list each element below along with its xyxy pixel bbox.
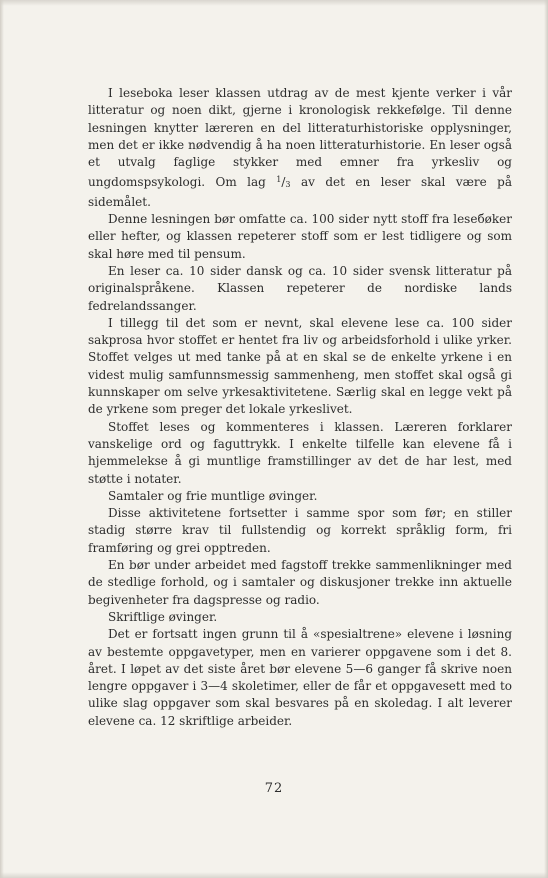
fraction: $^1/_3$: [276, 175, 291, 190]
paragraph-text: av det en leser skal være på sidemålet.: [88, 175, 512, 209]
paragraph: [88, 85, 512, 211]
page-number: 72: [264, 781, 284, 796]
paragraph: Disse aktivitetene fortsetter i samme spor som før; en stiller stadig større krav til fullstendig og korrekt språklig form, fri framføring og grei opptreden.: [88, 506, 512, 555]
paragraph: Stoffet leses og kommenteres i klassen. Læreren forklarer vanskelige ord og faguttrykk. I enkelte tilfelle kan elevene få i hjemmelekse å gi muntlige framstillinger av det de har lest, med støtte i notater.: [88, 419, 512, 486]
paragraph: I tillegg til det som er nevnt, skal elevene lese ca. 100 sider sakprosa hvor stoffet er hentet fra liv og arbeidsforhold i ulike yrker. Stoffet velges ut med tanke på at en skal se de enkelte yrkene i en videst mulig samfunnsmessig sammenheng, men stoffet skal også gi kunnskaper om selve yrkesaktivitetene. Særlig skal en legge vekt på de yrkene som preger det lokale yrkeslivet.: [88, 315, 512, 417]
fraction-numerator: 1: [276, 175, 282, 185]
paragraph: En bør under arbeidet med fagstoff trekke sammenlikninger med de stedlige forhold, og i samtaler og diskusjoner trekke inn aktuelle begivenheter fra dagspresse og radio.: [88, 558, 512, 607]
paragraph: Det er fortsatt ingen grunn til å «spesialtrene» elevene i løsning av bestemte oppgavetyper, men en varierer oppgavene som i det 8. året. I løpet av det siste året bør elevene 5—6 ganger få skrive noen lengre oppgaver i 3—4 skoletimer, eller de får et oppgavesett med to ulike slag oppgaver som skal besvares på en skoledag. I alt leverer elevene ca. 12 skriftlige arbeider.: [88, 627, 512, 728]
section-heading: Skriftlige øvinger.: [108, 609, 218, 624]
section-heading: Samtaler og frie muntlige øvinger.: [108, 488, 318, 503]
page-edge: [0, 0, 4, 878]
fraction-denominator: 3: [285, 180, 291, 190]
paragraph: Denne lesningen bør omfatte ca. 100 sider nytt stoff fra leseбøker eller hefter, og klassen repeterer stoff som er lest tidligere og som skal høre med til pensum.: [88, 212, 512, 261]
page-edge: [0, 872, 548, 878]
page-edge: [544, 0, 548, 878]
body-text: [88, 85, 512, 730]
paragraph-text: I leseboka leser klassen utdrag av de mest kjente verker i vår litteratur og noen dikt, gjerne i kronologisk rekkefølge. Til denne lesningen knytter læreren en del litteraturhistoriske opplysninger, men det er ikke nødvendig å ha noen litteraturhistorie. En leser også et utvalg faglige stykker med emner fra yrkesliv og ungdomspsykologi. Om lag: [88, 86, 512, 190]
paragraph: En leser ca. 10 sider dansk og ca. 10 sider svensk litteratur på originalspråkene. Klassen repeterer de nordiske lands fedrelandssanger.: [88, 263, 512, 313]
page-edge: [0, 0, 548, 6]
